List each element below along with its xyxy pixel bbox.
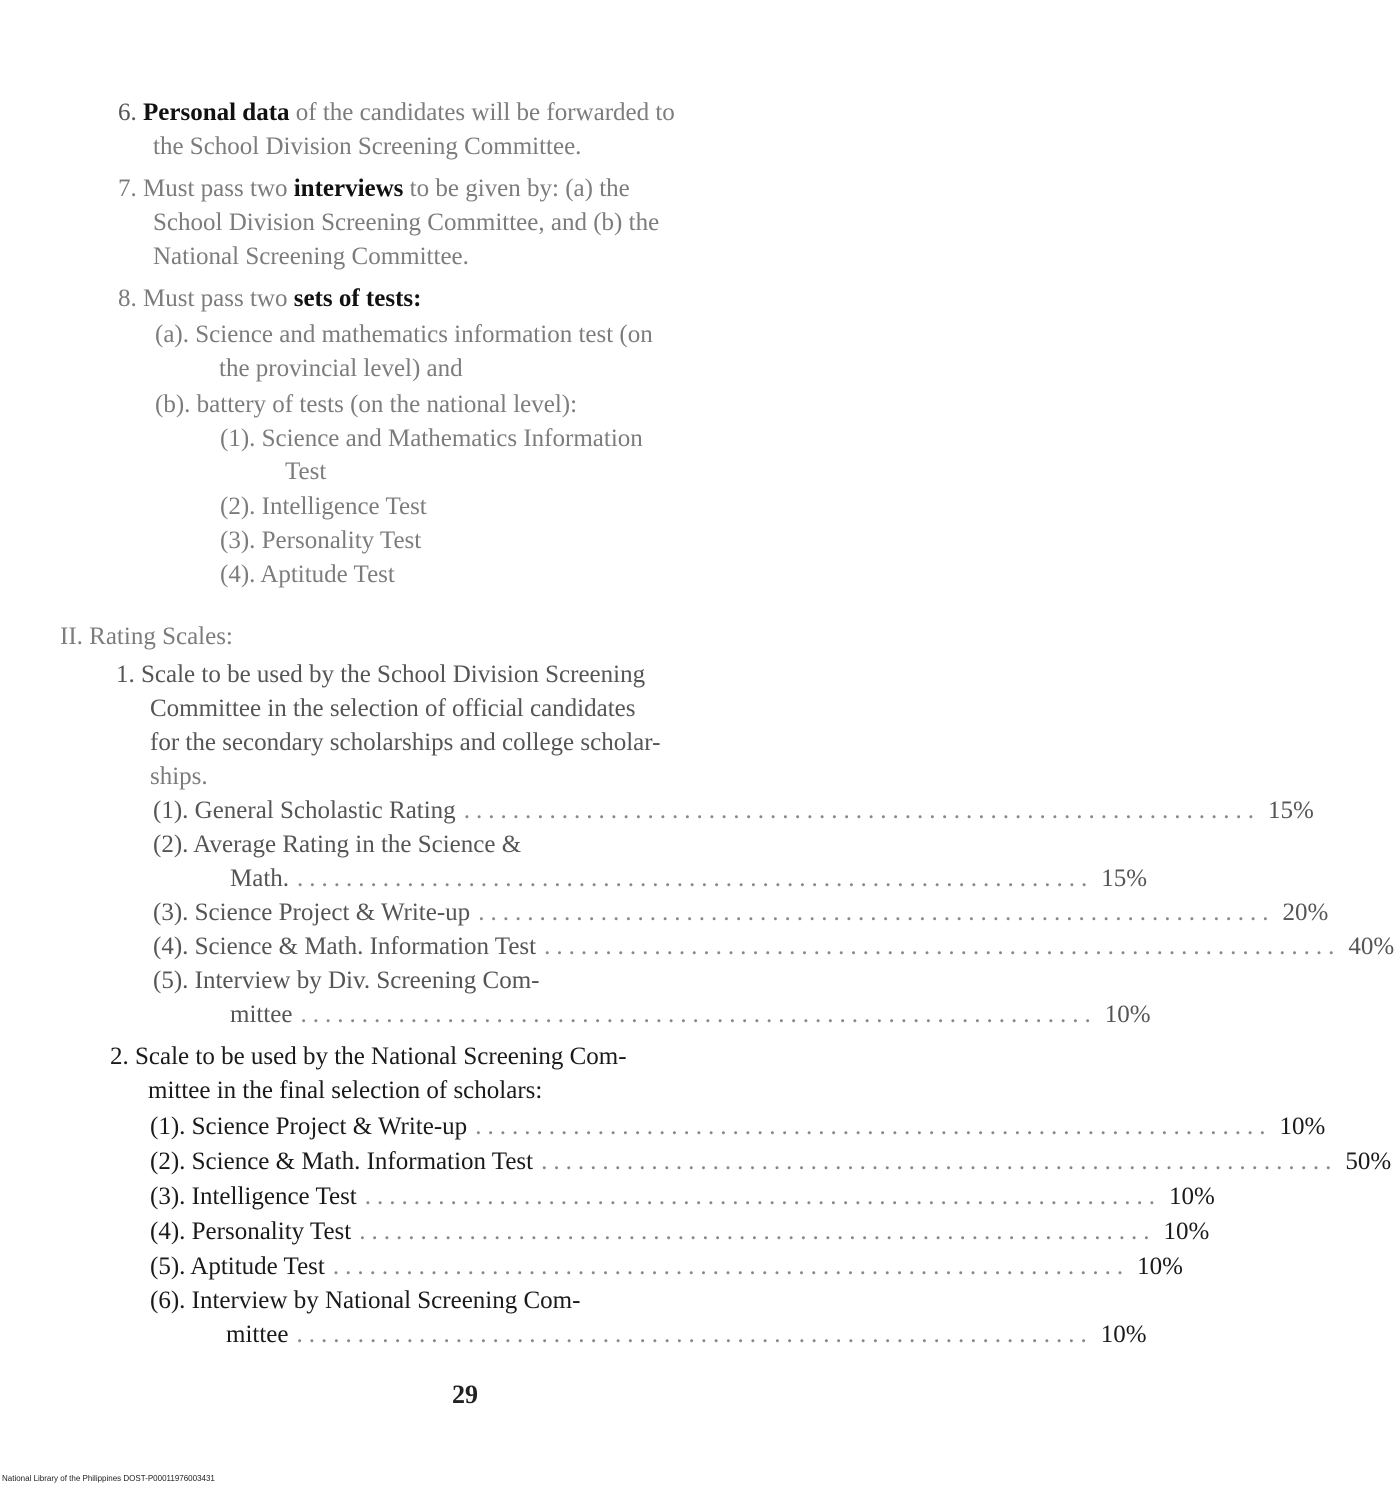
percentage: 20% [1282, 899, 1329, 926]
test-3: (3). Personality Test [220, 527, 422, 554]
percentage: 50% [1345, 1148, 1392, 1175]
scale-1-intro-line-4: ships. [150, 763, 208, 790]
item-8-line-1: 8. Must pass two sets of tests: [118, 285, 422, 312]
item-8a-line-2: the provincial level) and [219, 355, 463, 382]
scale-2-row-2: (2). Science & Math. Information Test ................................................................. 50% [150, 1145, 808, 1179]
scale-1-intro-line-1: 1. Scale to be used by the School Division Screening [116, 661, 646, 688]
percentage: 40% [1348, 933, 1394, 960]
scale-1-intro-line-3: for the secondary scholarships and college scholar- [150, 729, 661, 756]
percentage: 10% [1104, 1001, 1151, 1028]
scale-2-row-3: (3). Intelligence Test ................................................................. 10% [150, 1180, 808, 1214]
personal-data-term: Personal data [143, 99, 290, 126]
interviews-term: interviews [293, 175, 404, 202]
item-8a-line-1: (a). Science and mathematics information test (on [155, 321, 653, 348]
item-7-line-1: 7. Must pass two interviews to be given by: (a) the [118, 175, 630, 202]
percentage: 15% [1101, 865, 1148, 892]
scale-1-row-4: (4). Science & Math. Information Test ................................................................. 40% [153, 930, 808, 964]
scale-2-row-1: (1). Science Project & Write-up ................................................................. 10% [150, 1110, 808, 1144]
item-8b-line-1: (b). battery of tests (on the national level): [155, 391, 578, 418]
scale-2-row-6-cont: mittee ................................................................. 10% [226, 1318, 808, 1352]
sets-of-tests-term: sets of tests: [293, 285, 422, 312]
scale-2-row-6: (6). Interview by National Screening Com- [150, 1287, 581, 1314]
test-1-line-2: Test [285, 458, 327, 485]
scale-2-row-5: (5). Aptitude Test ................................................................. 10% [150, 1250, 808, 1284]
item-7-line-3: National Screening Committee. [153, 243, 469, 270]
scale-1-row-1: (1). General Scholastic Rating ................................................................. 15% [153, 794, 808, 828]
archive-footer: National Library of the Philippines DOST-P00011976003431 [2, 1474, 215, 1483]
test-1-line-1: (1). Science and Mathematics Information [220, 425, 643, 452]
page-number: 29 [452, 1380, 478, 1409]
percentage: 10% [1169, 1183, 1215, 1210]
percentage: 10% [1163, 1218, 1210, 1245]
item-7-line-2: School Division Screening Committee, and (b) the [153, 209, 660, 236]
test-4: (4). Aptitude Test [220, 561, 395, 588]
scale-1-row-5: (5). Interview by Div. Screening Com- [153, 967, 540, 994]
scale-2-row-4: (4). Personality Test ................................................................. 10% [150, 1215, 808, 1249]
item-6-line-1: 6. Personal data of the candidates will be forwarded to [118, 99, 675, 126]
percentage: 10% [1279, 1113, 1326, 1140]
percentage: 15% [1267, 797, 1314, 824]
section-heading: II. Rating Scales: [60, 623, 233, 650]
test-2: (2). Intelligence Test [220, 493, 427, 520]
scale-2-intro-line-2: mittee in the final selection of scholars: [148, 1077, 543, 1104]
percentage: 10% [1137, 1253, 1183, 1280]
scale-1-row-3: (3). Science Project & Write-up ................................................................. 20% [153, 896, 808, 930]
scale-1-intro-line-2: Committee in the selection of official candidates [150, 695, 636, 722]
scale-1-row-2-cont: Math. ................................................................. 15% [230, 862, 808, 896]
scale-2-intro-line-1: 2. Scale to be used by the National Screening Com- [110, 1043, 627, 1070]
scale-1-row-5-cont: mittee ................................................................. 10% [230, 998, 808, 1032]
percentage: 10% [1100, 1321, 1147, 1348]
item-6-line-2: the School Division Screening Committee. [153, 133, 582, 160]
scale-1-row-2: (2). Average Rating in the Science & [153, 831, 522, 858]
